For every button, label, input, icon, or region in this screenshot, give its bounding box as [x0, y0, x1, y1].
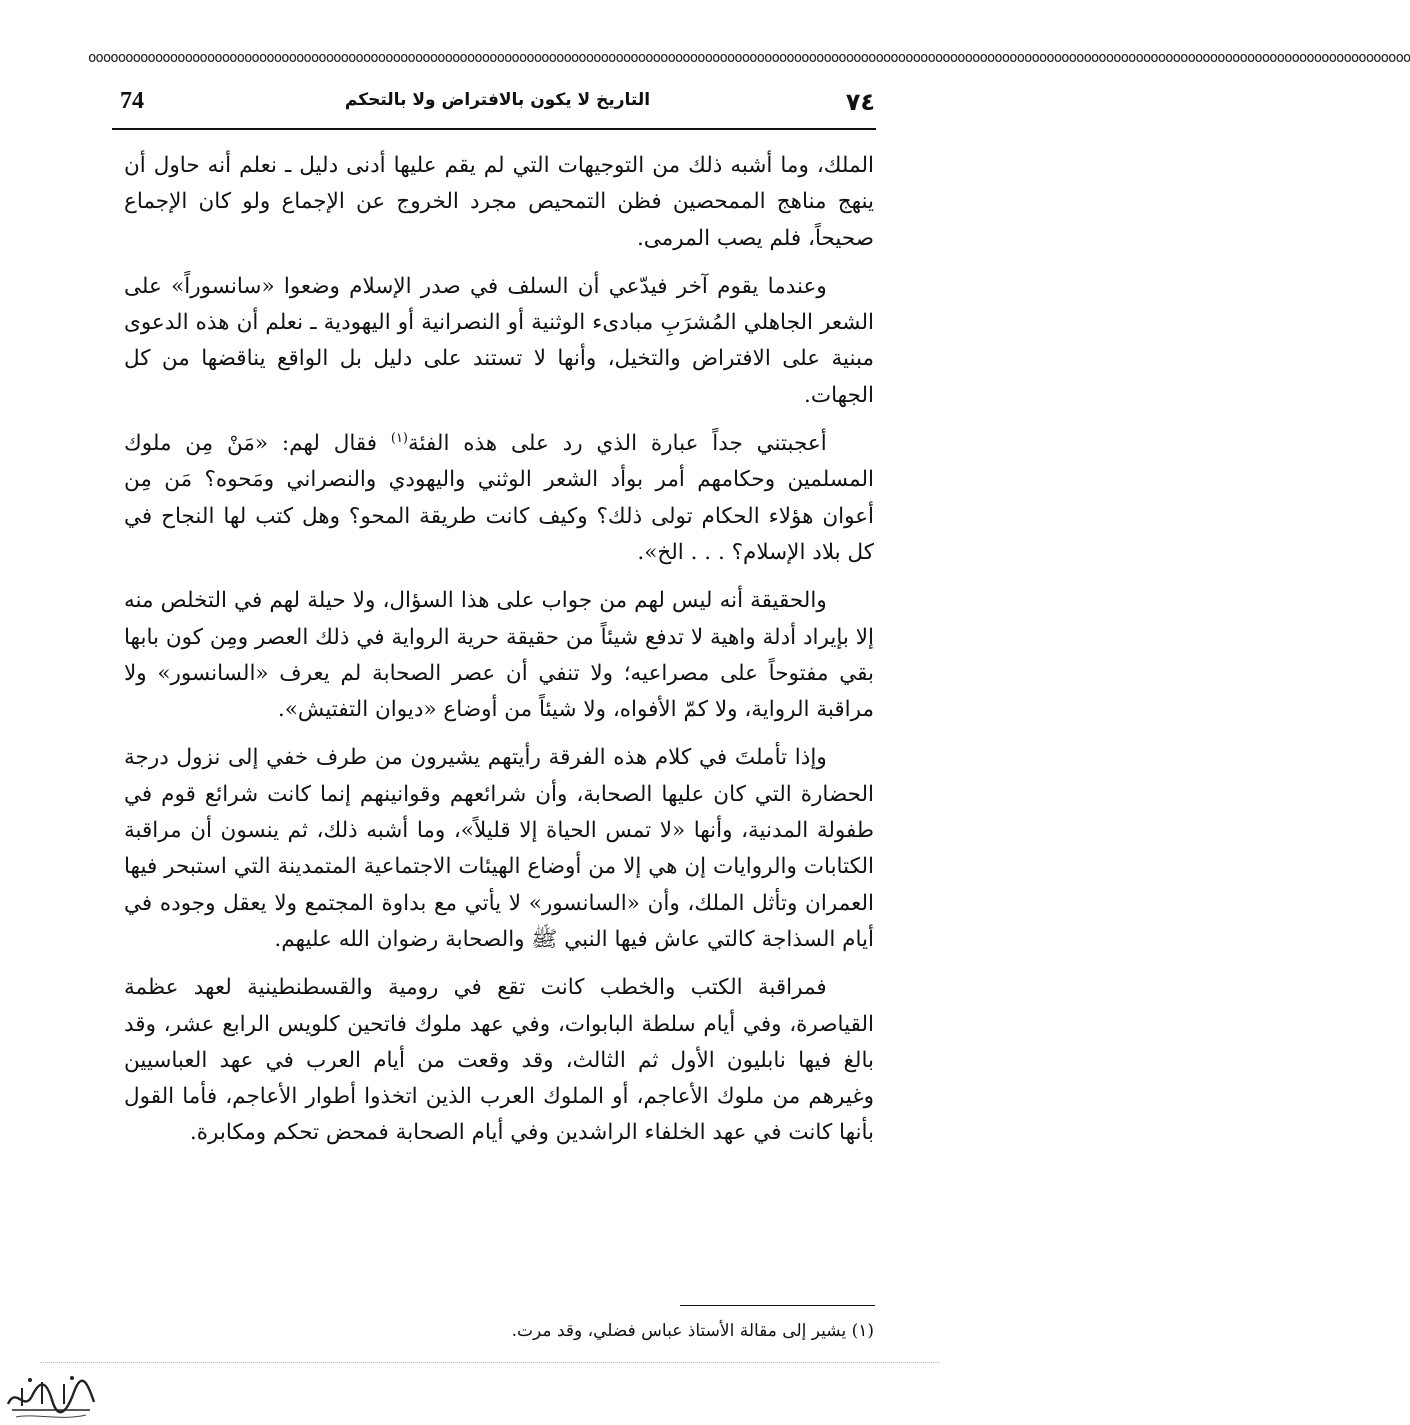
- bottom-border: [40, 1362, 940, 1375]
- page-number-latin: 74: [120, 88, 144, 114]
- library-stamp-logo: [2, 1366, 100, 1422]
- footnote-reference[interactable]: (١): [390, 430, 408, 446]
- paragraph-text: أعجبتني جداً عبارة الذي رد على هذه الفئة: [408, 431, 827, 457]
- footnote: (١) يشير إلى مقالة الأستاذ عباس فضلي، وقد مرت.: [511, 1321, 874, 1341]
- paragraph: [124, 426, 874, 571]
- paragraph-text: فقال لهم: «مَنْ مِن ملوك المسلمين وحكامهم أمر بوأد الشعر الوثني واليهودي والنصراني ومَحوه؟ مَن مِن أعوان هؤلاء الحكام تولى ذلك؟ وكيف كانت طريقة المحو؟ وهل كتب لها النجاح في كل بلاد الإسلام؟ . . . الخ».: [124, 431, 874, 565]
- paragraph: وعندما يقوم آخر فيدّعي أن السلف في صدر الإسلام وضعوا «سانسوراً» على الشعر الجاهلي المُشرَبِ مبادىء الوثنية أو النصرانية أو اليهودية ـ نعلم أن هذه الدعوى مبنية على الافتراض والتخيل، وأنها لا تستند على دليل بل الواقع يناقضها من كل الجهات.: [124, 273, 874, 408]
- running-title: التاريخ لا يكون بالافتراض ولا بالتحكم: [344, 90, 651, 110]
- page-header: [120, 86, 875, 126]
- header-rule: [112, 128, 876, 130]
- top-ornament-border: oooooooooooooooooooooooooooooooooooooooooooooooooooooooooooooooooooooooooooooooooooooooooooooooooooooooooooooooooooooooooooooooooooooooooooooooooooooooooooooooooooooooooooooooooo: [88, 50, 1410, 66]
- footnote-rule: [680, 1305, 875, 1306]
- paragraph: وإذا تأملتَ في كلام هذه الفرقة رأيتهم يشيرون من طرف خفي إلى نزول درجة الحضارة التي كان عليها الصحابة، وأن شرائعهم وقوانينهم إنما كانت شرائع قوم في طفولة المدنية، وأنها «لا تمس الحياة إلا قليلاً»، وما أشبه ذلك، ثم ينسون أن مراقبة الكتابات والروايات إن هي إلا من أوضاع الهيئات الاجتماعية المتمدينة التي استبحر فيها العمران وتأثل الملك، وأن «السانسور» لا يأتي مع بداوة المجتمع ولا يعقل وجوده في أيام السذاجة كالتي عاش فيها النبي ﷺ والصحابة رضوان الله عليهم.: [124, 745, 874, 952]
- paragraph: الملك، وما أشبه ذلك من التوجيهات التي لم يقم عليها أدنى دليل ـ نعلم أنه حاول أن ينهج مناهج الممحصين فظن التمحيص مجرد الخروج عن الإجماع ولو كان الإجماع صحيحاً، فلم يصب المرمى.: [124, 153, 874, 251]
- body-text: [124, 148, 874, 1164]
- paragraph: والحقيقة أنه ليس لهم من جواب على هذا السؤال، ولا حيلة لهم في التخلص منه إلا بإيراد أدلة واهية لا تدفع شيئاً من حقيقة حرية الرواية في ذلك العصر ومِن كون بابها بقي مفتوحاً على مصراعيه؛ ولا تنفي أن عصر الصحابة لم يعرف «السانسور» ولا مراقبة الرواية، ولا كمّ الأفواه، ولا شيئاً من أوضاع «ديوان التفتيش».: [124, 588, 874, 723]
- page-number-arabic: ٧٤: [845, 88, 875, 116]
- paragraph: فمراقبة الكتب والخطب كانت تقع في رومية والقسطنطينية لعهد عظمة القياصرة، وفي أيام سلطة البابوات، وفي عهد ملوك فاتحين كلويس الرابع عشر، وقد بالغ فيها نابليون الأول ثم الثالث، وقد وقعت من أيام العرب في عهد العباسيين وغيرهم من ملوك الأعاجم، أو الملوك العرب الذين اتخذوا أطوار الأعاجم، فأما القول بأنها كانت في عهد الخلفاء الراشدين وفي أيام الصحابة فمحض تحكم ومكابرة.: [124, 975, 874, 1146]
